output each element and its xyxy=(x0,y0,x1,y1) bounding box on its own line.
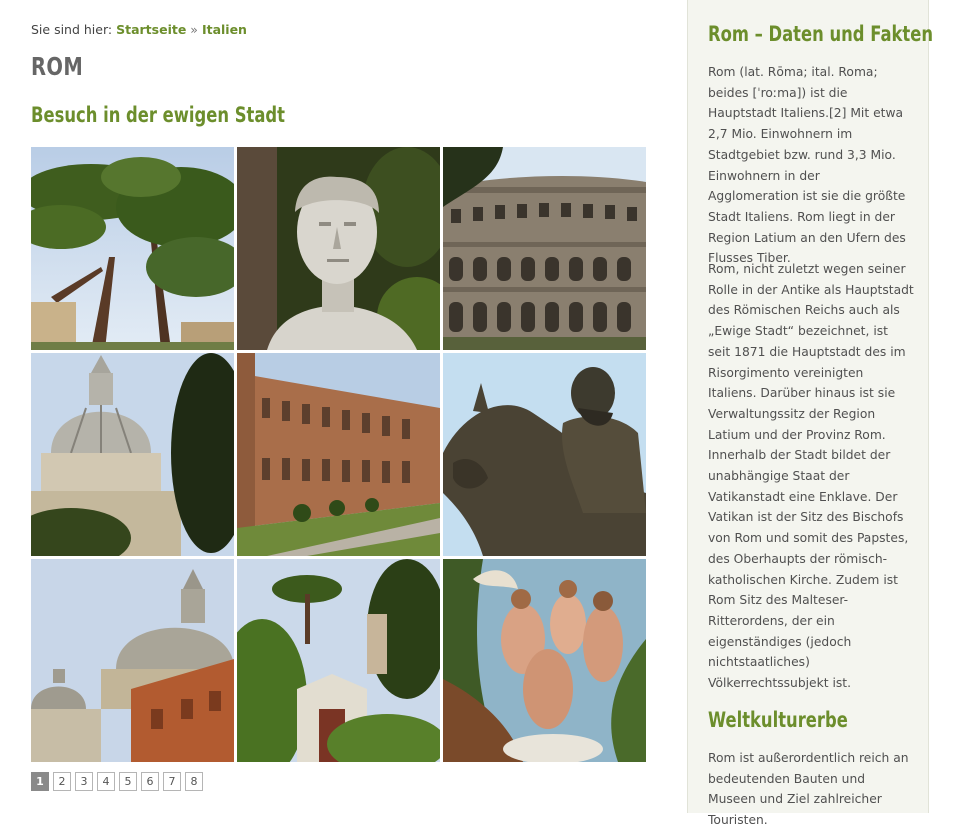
sidebar-heading-facts: Rom – Daten und Fakten xyxy=(708,22,934,46)
breadcrumb-separator: » xyxy=(190,22,198,37)
colosseum-image[interactable] xyxy=(443,147,646,350)
sidebar-paragraph-heritage: Rom ist außerordentlich reich an bedeutenden Bauten und Museen und Ziel zahlreicher Touristen. xyxy=(708,751,909,828)
pagination xyxy=(31,772,203,791)
breadcrumb-home-link[interactable]: Startseite xyxy=(116,22,187,37)
page-8-button[interactable]: 8 xyxy=(185,772,203,791)
image-gallery xyxy=(31,147,646,762)
basilica-domes-image[interactable] xyxy=(31,559,234,762)
page-7-button[interactable]: 7 xyxy=(163,772,181,791)
vatican-museum-building-image[interactable] xyxy=(237,353,440,556)
roman-bust-image[interactable] xyxy=(237,147,440,350)
sidebar-paragraph-intro: Rom (lat. Rōma; ital. Roma; beides [ˈroːma]) ist die Hauptstadt Italiens.[2] Mit etwa 2,7 Mio. Einwohnern im Stadtgebiet bzw. rund 3,3 Mio. Einwohnern in der Agglomeration ist sie die größte Stadt Italiens. Rom liegt in der Region Latium an den Ufern des Flusses Tiber. xyxy=(708,65,906,266)
equestrian-statue-image[interactable] xyxy=(443,353,646,556)
page-1-button[interactable]: 1 xyxy=(31,772,49,791)
page-5-button[interactable]: 5 xyxy=(119,772,137,791)
sidebar-heading-heritage: Weltkulturerbe xyxy=(708,708,848,732)
breadcrumb xyxy=(31,22,247,37)
sidebar-paragraph-history: Rom, nicht zuletzt wegen seiner Rolle in der Antike als Hauptstadt des Römischen Reichs auch als „Ewige Stadt“ bezeichnet, ist seit 1871 die Hauptstadt des im Risorgimento vereinigten Italiens. Darüber hinaus ist sie Verwaltungssitz der Region Latium und der Provinz Rom. Innerhalb der Stadt bildet der unabhängige Staat der Vatikanstadt eine Enklave. Der Vatikan ist der Sitz des Bischofs von Rom und somit des Papstes, des Oberhaupts der römisch-katholischen Kirche. Zudem ist Rom Sitz des Malteser-Ritterordens, der ein eigenständiges (jedoch nichtstaatliches) Völkerrechtssubjekt ist. xyxy=(708,262,914,691)
vatican-garden-image[interactable] xyxy=(237,559,440,762)
page-4-button[interactable]: 4 xyxy=(97,772,115,791)
page-title: ROM xyxy=(31,52,84,81)
page-3-button[interactable]: 3 xyxy=(75,772,93,791)
pine-trees-image[interactable] xyxy=(31,147,234,350)
page-subtitle: Besuch in der ewigen Stadt xyxy=(31,103,285,127)
page-2-button[interactable]: 2 xyxy=(53,772,71,791)
page-6-button[interactable]: 6 xyxy=(141,772,159,791)
raphael-fresco-image[interactable] xyxy=(443,559,646,762)
breadcrumb-prefix: Sie sind hier: xyxy=(31,22,113,37)
breadcrumb-current-link[interactable]: Italien xyxy=(201,22,247,37)
sidebar xyxy=(687,0,934,828)
st-peters-dome-image[interactable] xyxy=(31,353,234,556)
